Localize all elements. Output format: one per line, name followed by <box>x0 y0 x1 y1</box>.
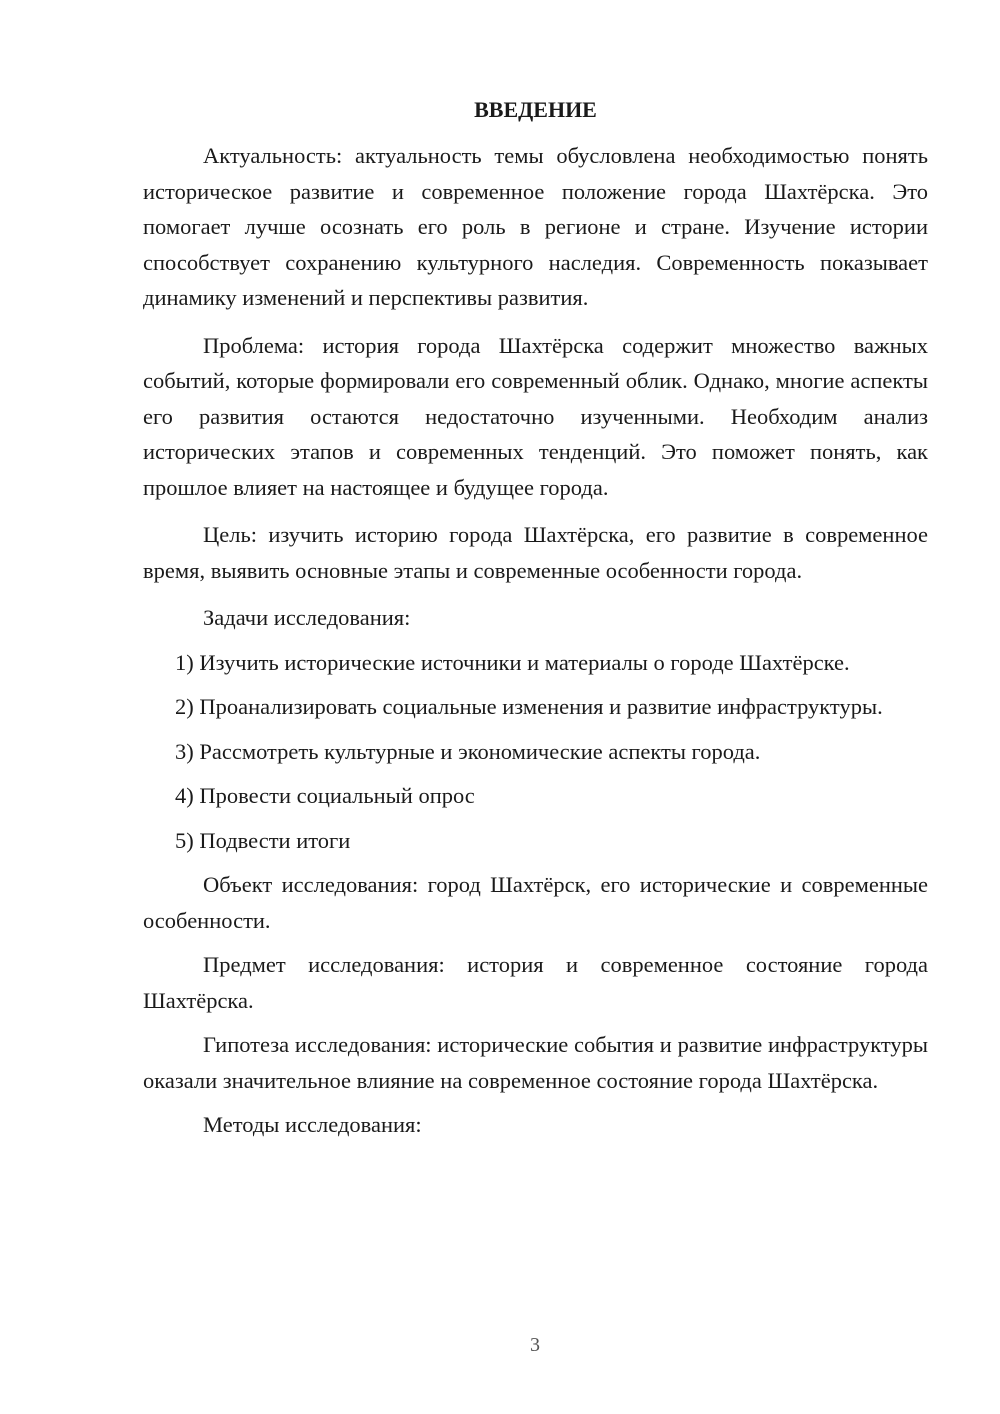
task-item-4: 4) Провести социальный опрос <box>175 783 475 808</box>
paragraph-goal: Цель: изучить историю города Шахтёрска, его развитие в современное время, выявить основные этапы и современные особенности города. <box>143 522 928 583</box>
page-number: 3 <box>530 1334 540 1356</box>
paragraph-relevance: Актуальность: актуальность темы обусловлена необходимостью понять историческое развитие и современное положение города Шахтёрска. Это помогает лучше осознать его роль в регионе и стране. Изучение истории способствует сохранению культурного наследия. Современность показывает динамику изменений и перспективы развития. <box>143 143 928 310</box>
section-title: ВВЕДЕНИЕ <box>474 97 597 122</box>
paragraph-subject: Предмет исследования: история и современное состояние города Шахтёрска. <box>143 952 928 1013</box>
paragraph-problem: Проблема: история города Шахтёрска содержит множество важных событий, которые формировали его современный облик. Однако, многие аспекты его развития остаются недостаточно изученными. Необходим анализ исторических этапов и современных тенденций. Это поможет понять, как прошлое влияет на настоящее и будущее города. <box>143 332 928 500</box>
task-item-5: 5) Подвести итоги <box>175 827 351 853</box>
document-page <box>143 96 928 1143</box>
task-item-2: 2) Проанализировать социальные изменения и развитие инфраструктуры. <box>175 694 883 719</box>
tasks-heading: Задачи исследования: <box>203 605 411 630</box>
task-item-1: 1) Изучить исторические источники и материалы о городе Шахтёрске. <box>175 649 850 675</box>
paragraph-object: Объект исследования: город Шахтёрск, его исторические и современные особенности. <box>143 872 928 933</box>
methods-heading: Методы исследования: <box>203 1112 422 1137</box>
task-item-3: 3) Рассмотреть культурные и экономические аспекты города. <box>175 738 761 764</box>
paragraph-hypothesis: Гипотеза исследования: исторические события и развитие инфраструктуры оказали значительное влияние на современное состояние города Шахтёрска. <box>143 1032 928 1093</box>
